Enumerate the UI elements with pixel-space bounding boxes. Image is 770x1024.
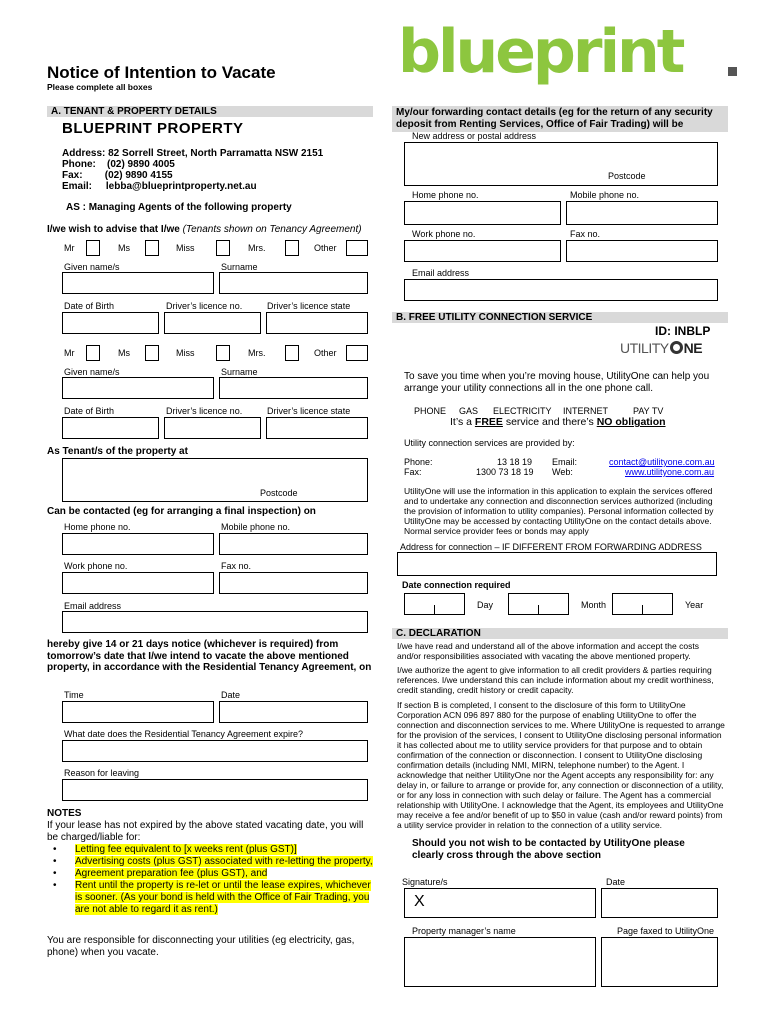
signature-x-mark: X — [414, 893, 425, 910]
declaration-p3: If section B is completed, I consent to the disclosure of this form to UtilityOne Corporation ACN 096 897 880 for the purpose of enabling UtilityOne to offer the connection and disconnection services to me. Where UtilityOne is requested to arrange for the provision of the services, I consent to UtilityOne disclosing personal information it has collected about me to utility service providers for that purpose and to obtain confirmation of the connection or disconnection. I consent to UtilityOne disclosing confirmation details (including NMI, MIRN, telephone number) to the Agent. I acknowledge that neither UtilityOne nor the Agent accepts any responsibility for: any delay in, or failure to arrange or provide for, any connection or disconnection of a utility, or for any loss in connection with such delay or failure. The Agent has a commercial relationship with UtilityOne. I acknowledge that the Agent, its employees and UtilityOne may receive a fee and/or benefit of up to $50 in value (cash and/or reward points) from a utility service provider in relation to the connection of a utility service. — [397, 700, 725, 830]
service-paytv: PAY TV — [633, 406, 664, 416]
page-title: Notice of Intention to Vacate — [47, 63, 276, 82]
licence-no-label: Driver’s licence no. — [166, 301, 243, 311]
utility-id: ID: INBLP — [655, 324, 711, 338]
advise-italic: (Tenants shown on Tenancy Agreement) — [182, 224, 362, 235]
title-ms-label: Ms — [118, 243, 130, 253]
agency-name: BLUEPRINT PROPERTY — [62, 120, 244, 137]
agency-address: Address: 82 Sorrell Street, North Parramatta NSW 2151 — [62, 148, 324, 159]
tenant-work-phone-input[interactable] — [62, 572, 214, 594]
title-mr-checkbox[interactable] — [86, 240, 100, 256]
licence-state2-label: Driver’s licence state — [267, 406, 351, 416]
page-faxed-label: Page faxed to UtilityOne — [617, 926, 715, 936]
tenant-fax-label: Fax no. — [221, 561, 252, 571]
dob2-input[interactable] — [62, 417, 159, 439]
tenant-email-input[interactable] — [62, 611, 368, 633]
service-phone: PHONE — [414, 406, 447, 416]
list-item: • Agreement preparation fee (plus GST), and — [47, 868, 375, 880]
date-required-label: Date connection required — [402, 580, 511, 590]
notes-list — [47, 844, 375, 916]
given-names-input[interactable] — [62, 272, 214, 294]
title-mrs-checkbox[interactable] — [285, 240, 299, 256]
title2-mrs-label: Mrs. — [248, 348, 266, 358]
manager-name-input[interactable] — [404, 937, 596, 987]
notice-text: hereby give 14 or 21 days notice (whichever is required) from tomorrow’s date that I/we intend to vacate the above mentioned property, in accordance with the Residential Tenancy Agreement, on — [47, 639, 372, 673]
page-faxed-input[interactable] — [601, 937, 718, 987]
licence-state-label: Driver’s licence state — [267, 301, 351, 311]
title-mrs-label: Mrs. — [248, 243, 266, 253]
licence-state-input[interactable] — [266, 312, 368, 334]
new-address-input[interactable] — [404, 142, 718, 186]
uo-fax-value: 1300 73 18 19 — [476, 467, 534, 477]
fwd-work-phone-label: Work phone no. — [412, 229, 476, 239]
title-other-input[interactable] — [346, 240, 368, 256]
surname2-input[interactable] — [219, 377, 368, 399]
utility-info-text: UtilityOne will use the information in this application to explain the services offered and to undertake any connection and disconnection services authorized (including the provision of information to utility companies). Personal information collected by UtilityOne may be accessed by contacting UtilityOne on the contact details above. Normal service provider fees or bonds may apply — [404, 486, 714, 536]
title2-mr-label: Mr — [64, 348, 75, 358]
title-miss-label: Miss — [176, 243, 195, 253]
uo-web-link[interactable]: www.utilityone.com.au — [625, 467, 715, 477]
agency-fax: Fax: (02) 9890 4155 — [62, 170, 173, 181]
tenant-home-phone-label: Home phone no. — [64, 522, 131, 532]
service-gas: GAS — [459, 406, 479, 416]
title2-other-label: Other — [314, 348, 337, 358]
expire-date-input[interactable] — [62, 740, 368, 762]
licence-no2-label: Driver’s licence no. — [166, 406, 243, 416]
advise-prefix: I/we wish to advise that I/we — [47, 224, 180, 235]
licence-no-input[interactable] — [164, 312, 261, 334]
forwarding-heading-text: My/our forwarding contact details (eg for the return of any security deposit from Renting Services, Office of Fair Trading) will be — [396, 107, 713, 130]
tenant-email-label: Email address — [64, 601, 122, 611]
utilities-note: You are responsible for disconnecting your utilities (eg electricity, gas, phone) when you vacate. — [47, 935, 355, 958]
signature-label: Signature/s — [402, 877, 448, 887]
dob2-label: Date of Birth — [64, 406, 115, 416]
sig-date-label: Date — [606, 877, 626, 887]
vacate-date-label: Date — [221, 690, 241, 700]
uo-web-label: Web: — [552, 467, 573, 477]
title-other-label: Other — [314, 243, 337, 253]
vacate-time-input[interactable] — [62, 701, 214, 723]
year-label: Year — [685, 600, 704, 610]
fwd-email-input[interactable] — [404, 279, 718, 301]
blueprint-logo — [398, 17, 738, 87]
fwd-mobile-phone-input[interactable] — [566, 201, 718, 225]
page-subtitle: Please complete all boxes — [47, 82, 153, 92]
tenants-of-label: As Tenant/s of the property at — [47, 446, 188, 457]
vacate-time-label: Time — [64, 690, 84, 700]
licence-state2-input[interactable] — [266, 417, 368, 439]
uo-email-label: Email: — [552, 457, 578, 467]
title2-miss-label: Miss — [176, 348, 195, 358]
section-b-heading: B. FREE UTILITY CONNECTION SERVICE — [392, 312, 728, 323]
given-names2-label: Given name/s — [64, 367, 120, 377]
title2-mr-checkbox[interactable] — [86, 345, 100, 361]
given-names-label: Given name/s — [64, 262, 120, 272]
title2-mrs-checkbox[interactable] — [285, 345, 299, 361]
notes-intro: If your lease has not expired by the above stated vacating date, you will be charged/liable for: — [47, 820, 364, 843]
given-names2-input[interactable] — [62, 377, 214, 399]
new-address-label: New address or postal address — [412, 131, 537, 141]
reason-label: Reason for leaving — [64, 768, 140, 778]
title-miss-checkbox[interactable] — [216, 240, 230, 256]
connection-address-input[interactable] — [397, 552, 717, 576]
advise-text — [47, 224, 362, 235]
section-a-heading: A. TENANT & PROPERTY DETAILS — [47, 106, 373, 117]
utilityone-circle-icon — [670, 341, 683, 354]
logo-square-icon — [728, 67, 737, 76]
declaration-p1: I/we have read and understand all of the above information and accept the costs and/or responsibilities associated with vacating the above mentioned property. — [397, 641, 699, 661]
uo-phone-label: Phone: — [404, 457, 433, 467]
month-label: Month — [581, 600, 607, 610]
title2-ms-label: Ms — [118, 348, 130, 358]
tenant-work-phone-label: Work phone no. — [64, 561, 128, 571]
fwd-fax-input[interactable] — [566, 240, 718, 262]
licence-no2-input[interactable] — [164, 417, 261, 439]
surname-input[interactable] — [219, 272, 368, 294]
agency-email: Email: lebba@blueprintproperty.net.au — [62, 181, 257, 192]
dob-label: Date of Birth — [64, 301, 115, 311]
utilityone-logo: UTILITY NE — [620, 340, 703, 356]
fwd-home-phone-input[interactable] — [404, 201, 561, 225]
manager-name-label: Property manager’s name — [412, 926, 516, 936]
sig-date-input[interactable] — [601, 888, 718, 918]
section-c-heading: C. DECLARATION — [392, 628, 728, 639]
managing-agents-text: AS : Managing Agents of the following property — [66, 202, 292, 213]
free-service-text: It’s a FREE service and there’s NO obligation — [450, 416, 666, 428]
provided-by: Utility connection services are provided by: — [404, 438, 575, 448]
list-item: • Advertising costs (plus GST) associated with re-letting the property, — [47, 856, 375, 868]
property-postcode-label: Postcode — [260, 488, 298, 498]
title2-miss-checkbox[interactable] — [216, 345, 230, 361]
agency-phone: Phone: (02) 9890 4005 — [62, 159, 175, 170]
title-mr-label: Mr — [64, 243, 75, 253]
property-address-input[interactable] — [62, 458, 368, 502]
fwd-home-phone-label: Home phone no. — [412, 190, 479, 200]
title2-other-input[interactable] — [346, 345, 368, 361]
title2-ms-checkbox[interactable] — [145, 345, 159, 361]
declaration-p2: I/we authorize the agent to give information to all credit providers & parties requiring references. I/we understand this can include information about my credit worthiness, credit standing, credit history or credit capacity. — [397, 665, 714, 695]
contacted-label: Can be contacted (eg for arranging a final inspection) on — [47, 506, 316, 517]
tenant-home-phone-input[interactable] — [62, 533, 214, 555]
reason-input[interactable] — [62, 779, 368, 801]
connection-address-label: Address for connection – IF DIFFERENT FROM FORWARDING ADDRESS — [400, 542, 702, 552]
fwd-work-phone-input[interactable] — [404, 240, 561, 262]
service-electricity: ELECTRICITY — [493, 406, 552, 416]
list-item: • Rent until the property is re-let or until the lease expires, whichever is sooner. (As your bond is held with the Office of Fair Trading, you are not able to regard it as rent.) — [47, 880, 375, 916]
fwd-fax-label: Fax no. — [570, 229, 601, 239]
dob-input[interactable] — [62, 312, 159, 334]
tenant-mobile-phone-input[interactable] — [219, 533, 368, 555]
surname2-label: Surname — [221, 367, 258, 377]
expire-question-label: What date does the Residential Tenancy Agreement expire? — [64, 729, 303, 739]
blueprint-logo-text: blueprint — [398, 17, 683, 87]
fwd-email-label: Email address — [412, 268, 470, 278]
notes-heading: NOTES — [47, 808, 82, 819]
uo-phone-value: 13 18 19 — [497, 457, 533, 467]
service-internet: INTERNET — [563, 406, 608, 416]
utility-intro: To save you time when you’re moving house, UtilityOne can help you arrange your utility connections all in the one phone call. — [404, 371, 710, 394]
signature-input[interactable] — [404, 888, 596, 918]
fwd-mobile-phone-label: Mobile phone no. — [570, 190, 640, 200]
day-label: Day — [477, 600, 494, 610]
uo-email-link[interactable]: contact@utilityone.com.au — [609, 457, 715, 467]
tenant-mobile-phone-label: Mobile phone no. — [221, 522, 291, 532]
surname-label: Surname — [221, 262, 258, 272]
title-ms-checkbox[interactable] — [145, 240, 159, 256]
vacate-date-input[interactable] — [219, 701, 368, 723]
tenant-fax-input[interactable] — [219, 572, 368, 594]
uo-fax-label: Fax: — [404, 467, 422, 477]
optout-text: Should you not wish to be contacted by UtilityOne please clearly cross through the above section — [412, 838, 685, 861]
list-item: • Letting fee equivalent to [x weeks rent (plus GST)] — [47, 844, 375, 856]
forwarding-postcode-label: Postcode — [608, 171, 646, 181]
